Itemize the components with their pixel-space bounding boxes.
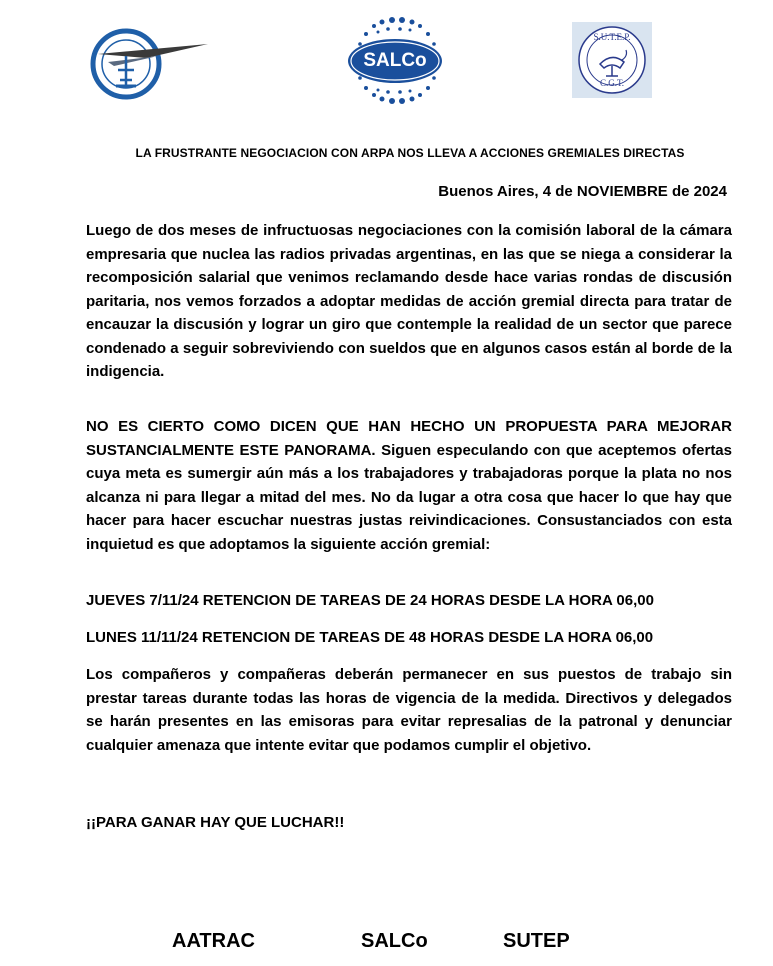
signature-aatrac: AATRAC — [172, 930, 255, 952]
signature-salco: SALCo — [361, 930, 428, 952]
aatrac-logo-icon — [88, 26, 212, 102]
sutep-logo — [572, 22, 652, 98]
sutep-logo-bottom-text: C.G.T. — [599, 78, 625, 88]
paragraph-intro: Luego de dos meses de infructuosas negociaciones con la comisión laboral de la cámara empresaria que nuclea las radios privadas argentinas, en las que se niega a considerar la recomposición salarial que venimos reclamando desde hace varias rondas de discusión paritaria, nos vemos forzados a adoptar medidas de acción gremial directa para tratar de encauzar la discusión y lograr un giro que contemple la realidad de un sector que parece condenado a seguir sobreviviendo con sueldos que en algunos casos están al borde de la indigencia. — [86, 222, 732, 380]
action-thursday: JUEVES 7/11/24 RETENCION DE TAREAS DE 24 HORAS DESDE LA HORA 06,00 — [86, 592, 654, 609]
document-title: LA FRUSTRANTE NEGOCIACION CON ARPA NOS LLEVA A ACCIONES GREMIALES DIRECTAS — [135, 146, 685, 160]
salco-logo-text: SALCo — [363, 50, 427, 71]
slogan: ¡¡PARA GANAR HAY QUE LUCHAR!! — [86, 814, 345, 831]
action-monday: LUNES 11/11/24 RETENCION DE TAREAS DE 48 HORAS DESDE LA HORA 06,00 — [86, 629, 654, 646]
paragraph-denial: NO ES CIERTO COMO DICEN QUE HAN HECHO UN PROPUESTA PARA MEJORAR SUSTANCIALMENTE ESTE PANORAMA. Siguen especulando con que aceptemos ofertas cuya meta es sumergir aún más a los trabajadores y trabajadoras porque la plata no nos alcanza ni para llegar a mitad del mes. No da lugar a otra cosa que hacer lo que hay que hacer para hacer escuchar nuestras justas reivindicaciones. Consustanciados con esta inquietud es que adoptamos la siguiente acción gremial: — [86, 418, 732, 553]
aatrac-logo — [88, 26, 212, 102]
signature-sutep: SUTEP — [503, 930, 570, 952]
sutep-logo-top-text: S.U.T.E.P. — [593, 32, 631, 42]
salco-logo — [344, 14, 446, 106]
paragraph-instructions: Los compañeros y compañeras deberán permanecer en sus puestos de trabajo sin prestar tareas durante todas las horas de vigencia de la medida. Directivos y delegados se harán presentes en las emisoras para evitar represalias de la patronal y denunciar cualquier amenaza que intente evitar que podamos cumplir el objetivo. — [86, 666, 732, 754]
document-date: Buenos Aires, 4 de NOVIEMBRE de 2024 — [438, 183, 727, 200]
